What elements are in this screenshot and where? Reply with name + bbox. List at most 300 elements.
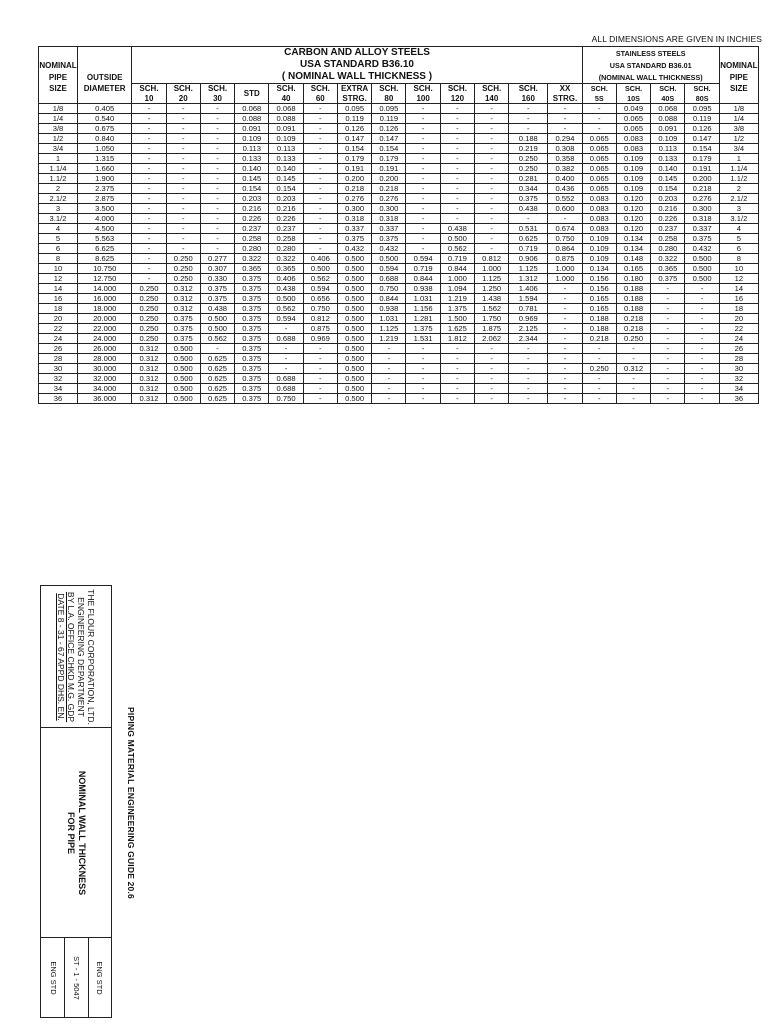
- thickness-cell: -: [440, 354, 474, 364]
- thickness-cell: 0.312: [132, 354, 166, 364]
- thickness-cell: -: [269, 354, 303, 364]
- schedule-header: SCH.: [406, 84, 440, 94]
- thickness-cell: 0.165: [616, 264, 650, 274]
- thickness-cell: -: [475, 174, 509, 184]
- thickness-cell: -: [406, 114, 440, 124]
- thickness-cell: -: [616, 394, 650, 404]
- thickness-cell: -: [406, 224, 440, 234]
- thickness-cell: -: [303, 144, 337, 154]
- thickness-cell: -: [509, 384, 548, 394]
- thickness-cell: 0.562: [200, 334, 234, 344]
- thickness-cell: 0.719: [406, 264, 440, 274]
- thickness-cell: 0.083: [616, 144, 650, 154]
- thickness-cell: -: [440, 344, 474, 354]
- thickness-cell: 0.147: [372, 134, 406, 144]
- thickness-cell: 0.500: [337, 364, 371, 374]
- thickness-cell: 0.500: [337, 284, 371, 294]
- outside-diameter-header: [78, 94, 132, 104]
- thickness-cell: 0.154: [269, 184, 303, 194]
- thickness-cell: 0.500: [166, 354, 200, 364]
- table-row: [39, 264, 759, 274]
- thickness-cell: 1.406: [509, 284, 548, 294]
- thickness-cell: -: [132, 254, 166, 264]
- thickness-cell: 0.083: [616, 134, 650, 144]
- thickness-cell: 0.095: [337, 104, 371, 114]
- thickness-cell: 0.134: [582, 264, 616, 274]
- thickness-cell: 1.562: [475, 304, 509, 314]
- pipe-size-cell: 1.1/4: [719, 164, 758, 174]
- thickness-cell: 0.500: [166, 394, 200, 404]
- thickness-cell: 0.294: [548, 134, 582, 144]
- thickness-cell: 0.375: [685, 234, 719, 244]
- thickness-cell: 0.250: [166, 254, 200, 264]
- outside-diameter-cell: 20.000: [78, 314, 132, 324]
- schedule-header: 80: [372, 94, 406, 104]
- thickness-cell: 0.552: [548, 194, 582, 204]
- thickness-cell: -: [303, 194, 337, 204]
- thickness-cell: -: [548, 304, 582, 314]
- thickness-cell: 1.625: [440, 324, 474, 334]
- thickness-cell: 0.119: [685, 114, 719, 124]
- thickness-cell: -: [406, 214, 440, 224]
- thickness-cell: -: [475, 244, 509, 254]
- thickness-cell: -: [616, 354, 650, 364]
- thickness-cell: 0.218: [685, 184, 719, 194]
- table-row: [39, 234, 759, 244]
- std-number: ST - 1 - 5047: [71, 955, 81, 1000]
- thickness-cell: 0.065: [582, 154, 616, 164]
- thickness-cell: -: [440, 104, 474, 114]
- carbon-steel-title: ( NOMINAL WALL THICKNESS ): [132, 71, 582, 84]
- thickness-cell: -: [475, 364, 509, 374]
- thickness-cell: 0.500: [337, 374, 371, 384]
- thickness-cell: -: [303, 214, 337, 224]
- thickness-cell: 0.133: [235, 154, 269, 164]
- thickness-cell: 0.688: [372, 274, 406, 284]
- thickness-cell: -: [548, 214, 582, 224]
- pipe-size-cell: 12: [39, 274, 78, 284]
- thickness-cell: 0.277: [200, 254, 234, 264]
- schedule-header: 60: [303, 94, 337, 104]
- stainless-schedule-header: SCH.: [616, 84, 650, 94]
- schedule-header: XX: [548, 84, 582, 94]
- thickness-cell: 0.179: [337, 154, 371, 164]
- thickness-cell: -: [132, 134, 166, 144]
- thickness-cell: -: [548, 324, 582, 334]
- thickness-cell: -: [475, 194, 509, 204]
- thickness-cell: -: [132, 274, 166, 284]
- thickness-cell: -: [166, 204, 200, 214]
- schedule-header: 140: [475, 94, 509, 104]
- thickness-cell: 0.300: [337, 204, 371, 214]
- thickness-cell: 0.812: [475, 254, 509, 264]
- pipe-size-cell: 2.1/2: [719, 194, 758, 204]
- thickness-cell: -: [303, 184, 337, 194]
- thickness-cell: 0.154: [235, 184, 269, 194]
- schedule-header: SCH.: [475, 84, 509, 94]
- thickness-cell: -: [509, 354, 548, 364]
- thickness-cell: -: [582, 354, 616, 364]
- thickness-cell: 0.500: [337, 294, 371, 304]
- thickness-cell: 0.500: [166, 384, 200, 394]
- thickness-cell: -: [406, 234, 440, 244]
- thickness-cell: -: [475, 124, 509, 134]
- thickness-cell: 0.109: [582, 254, 616, 264]
- thickness-cell: 0.200: [372, 174, 406, 184]
- table-row: [39, 294, 759, 304]
- outside-diameter-header: [78, 59, 132, 71]
- thickness-cell: 1.000: [548, 264, 582, 274]
- table-row: [39, 144, 759, 154]
- thickness-cell: -: [132, 184, 166, 194]
- outside-diameter-cell: 4.000: [78, 214, 132, 224]
- table-row: [39, 184, 759, 194]
- thickness-cell: 0.065: [582, 174, 616, 184]
- thickness-cell: -: [475, 184, 509, 194]
- thickness-cell: -: [406, 154, 440, 164]
- pipe-size-cell: 3/8: [39, 124, 78, 134]
- thickness-cell: 0.109: [616, 184, 650, 194]
- outside-diameter-cell: 14.000: [78, 284, 132, 294]
- thickness-cell: 0.091: [651, 124, 685, 134]
- thickness-cell: 0.276: [685, 194, 719, 204]
- thickness-cell: 0.147: [337, 134, 371, 144]
- thickness-cell: 0.375: [166, 314, 200, 324]
- thickness-cell: 0.312: [132, 374, 166, 384]
- thickness-cell: 0.083: [582, 224, 616, 234]
- thickness-cell: 0.500: [337, 314, 371, 324]
- thickness-cell: 0.179: [372, 154, 406, 164]
- thickness-cell: 0.375: [200, 294, 234, 304]
- nominal-size-header: NOMINAL: [39, 60, 77, 70]
- pipe-size-cell: 2.1/2: [39, 194, 78, 204]
- pipe-size-cell: 2: [39, 184, 78, 194]
- pipe-size-cell: 36: [39, 394, 78, 404]
- thickness-cell: -: [440, 174, 474, 184]
- thickness-cell: -: [200, 194, 234, 204]
- pipe-size-cell: 3: [39, 204, 78, 214]
- schedule-header: 40: [269, 94, 303, 104]
- pipe-size-cell: 16: [719, 294, 758, 304]
- table-row: [39, 254, 759, 264]
- thickness-cell: 0.148: [616, 254, 650, 264]
- thickness-cell: -: [406, 124, 440, 134]
- thickness-cell: 0.250: [132, 314, 166, 324]
- thickness-cell: 0.500: [337, 264, 371, 274]
- stainless-schedule-header: 40S: [651, 94, 685, 104]
- thickness-cell: -: [166, 214, 200, 224]
- thickness-cell: -: [406, 104, 440, 114]
- outside-diameter-cell: 24.000: [78, 334, 132, 344]
- outside-diameter-cell: 16.000: [78, 294, 132, 304]
- thickness-cell: 0.969: [509, 314, 548, 324]
- thickness-cell: 0.375: [200, 284, 234, 294]
- thickness-cell: -: [475, 354, 509, 364]
- nominal-size-header-right: PIPE: [719, 71, 758, 84]
- thickness-cell: 1.219: [372, 334, 406, 344]
- pipe-size-cell: 5: [719, 234, 758, 244]
- std-label-2: ENG STD: [48, 960, 58, 995]
- pipe-size-cell: 8: [39, 254, 78, 264]
- thickness-cell: 0.375: [235, 344, 269, 354]
- stainless-schedule-header: SCH.: [685, 84, 719, 94]
- thickness-cell: 0.312: [166, 304, 200, 314]
- thickness-cell: 0.250: [132, 334, 166, 344]
- schedule-header: SCH.: [372, 84, 406, 94]
- thickness-cell: -: [303, 354, 337, 364]
- outside-diameter-cell: 22.000: [78, 324, 132, 334]
- pipe-size-cell: 34: [719, 384, 758, 394]
- thickness-cell: 0.091: [235, 124, 269, 134]
- thickness-cell: -: [406, 364, 440, 374]
- thickness-cell: -: [685, 284, 719, 294]
- thickness-cell: -: [475, 144, 509, 154]
- thickness-cell: -: [685, 324, 719, 334]
- thickness-cell: -: [372, 374, 406, 384]
- thickness-cell: 0.068: [269, 104, 303, 114]
- thickness-cell: 0.375: [235, 324, 269, 334]
- schedule-header: STD: [235, 84, 269, 104]
- thickness-cell: 0.375: [235, 334, 269, 344]
- thickness-cell: 0.300: [685, 204, 719, 214]
- thickness-cell: 0.065: [582, 184, 616, 194]
- nominal-size-header: SIZE: [39, 84, 78, 94]
- pipe-size-cell: 1.1/2: [719, 174, 758, 184]
- thickness-cell: 1.531: [406, 334, 440, 344]
- outside-diameter-cell: 36.000: [78, 394, 132, 404]
- pipe-size-cell: 16: [39, 294, 78, 304]
- thickness-cell: 0.119: [372, 114, 406, 124]
- thickness-cell: 0.113: [235, 144, 269, 154]
- thickness-cell: 0.126: [685, 124, 719, 134]
- thickness-cell: -: [509, 124, 548, 134]
- outside-diameter-cell: 0.675: [78, 124, 132, 134]
- thickness-cell: -: [166, 174, 200, 184]
- outside-diameter-header: [78, 47, 132, 60]
- thickness-cell: -: [200, 134, 234, 144]
- thickness-cell: 0.432: [685, 244, 719, 254]
- thickness-cell: -: [406, 144, 440, 154]
- thickness-cell: 0.226: [235, 214, 269, 224]
- thickness-cell: 2.125: [509, 324, 548, 334]
- thickness-cell: 0.281: [509, 174, 548, 184]
- thickness-cell: 0.088: [269, 114, 303, 124]
- thickness-cell: 1.000: [440, 274, 474, 284]
- thickness-cell: 0.188: [582, 324, 616, 334]
- thickness-cell: 0.322: [651, 254, 685, 264]
- thickness-cell: 0.095: [372, 104, 406, 114]
- thickness-cell: 0.113: [651, 144, 685, 154]
- table-row: [39, 284, 759, 294]
- thickness-cell: 0.088: [651, 114, 685, 124]
- thickness-cell: 0.083: [582, 214, 616, 224]
- thickness-cell: 0.750: [372, 284, 406, 294]
- thickness-cell: 0.500: [337, 384, 371, 394]
- thickness-cell: -: [685, 374, 719, 384]
- title-block-company: [40, 585, 112, 728]
- thickness-cell: -: [406, 164, 440, 174]
- outside-diameter-cell: 4.500: [78, 224, 132, 234]
- thickness-cell: 0.312: [132, 364, 166, 374]
- thickness-cell: 0.156: [582, 274, 616, 284]
- table-row: [39, 384, 759, 394]
- thickness-cell: -: [406, 244, 440, 254]
- table-row: [39, 154, 759, 164]
- thickness-cell: -: [616, 374, 650, 384]
- outside-diameter-cell: 28.000: [78, 354, 132, 364]
- thickness-cell: 0.191: [337, 164, 371, 174]
- thickness-cell: 1.812: [440, 334, 474, 344]
- pipe-size-cell: 34: [39, 384, 78, 394]
- guide-label: PIPING MATERIAL ENGINEERING GUIDE 20.6: [126, 707, 136, 899]
- thickness-cell: -: [303, 174, 337, 184]
- thickness-cell: 0.109: [235, 134, 269, 144]
- pipe-size-cell: 3/4: [39, 144, 78, 154]
- thickness-cell: -: [166, 164, 200, 174]
- thickness-cell: 0.258: [269, 234, 303, 244]
- header-row: [39, 94, 759, 104]
- thickness-cell: -: [440, 384, 474, 394]
- thickness-cell: -: [303, 164, 337, 174]
- thickness-cell: 1.375: [440, 304, 474, 314]
- header-row: [39, 47, 759, 60]
- thickness-cell: -: [582, 104, 616, 114]
- thickness-cell: 0.109: [582, 234, 616, 244]
- schedule-header: SCH.: [303, 84, 337, 94]
- thickness-cell: 0.358: [548, 154, 582, 164]
- thickness-cell: -: [548, 104, 582, 114]
- stainless-schedule-header: 10S: [616, 94, 650, 104]
- thickness-cell: -: [132, 154, 166, 164]
- thickness-cell: 0.337: [685, 224, 719, 234]
- table-row: [39, 314, 759, 324]
- thickness-cell: -: [685, 314, 719, 324]
- table-row: [39, 244, 759, 254]
- outside-diameter-cell: 30.000: [78, 364, 132, 374]
- thickness-cell: -: [475, 134, 509, 144]
- thickness-cell: 0.625: [200, 364, 234, 374]
- thickness-cell: -: [166, 124, 200, 134]
- thickness-cell: -: [200, 224, 234, 234]
- outside-diameter-cell: 1.315: [78, 154, 132, 164]
- thickness-cell: -: [548, 124, 582, 134]
- pipe-size-cell: 20: [39, 314, 78, 324]
- thickness-cell: -: [651, 344, 685, 354]
- nominal-size-header: [39, 94, 78, 104]
- thickness-cell: -: [440, 114, 474, 124]
- thickness-cell: 0.562: [440, 244, 474, 254]
- thickness-cell: -: [548, 344, 582, 354]
- thickness-cell: 0.406: [269, 274, 303, 284]
- pipe-size-cell: 14: [719, 284, 758, 294]
- thickness-cell: -: [303, 364, 337, 374]
- thickness-cell: 1.312: [509, 274, 548, 284]
- pipe-size-cell: 28: [719, 354, 758, 364]
- pipe-size-cell: 24: [39, 334, 78, 344]
- pipe-size-cell: 30: [39, 364, 78, 374]
- schedule-header: SCH.: [200, 84, 234, 94]
- thickness-cell: -: [132, 124, 166, 134]
- thickness-cell: -: [548, 314, 582, 324]
- schedule-header: STRG.: [337, 94, 371, 104]
- table-row: [39, 174, 759, 184]
- schedule-header: SCH.: [509, 84, 548, 94]
- thickness-cell: 0.083: [582, 194, 616, 204]
- thickness-cell: -: [582, 394, 616, 404]
- table-row: [39, 344, 759, 354]
- thickness-cell: 0.375: [235, 294, 269, 304]
- table-row: [39, 354, 759, 364]
- thickness-cell: 0.312: [132, 394, 166, 404]
- thickness-cell: 0.165: [582, 294, 616, 304]
- stainless-schedule-header: SCH.: [651, 84, 685, 94]
- company-name: THE FLOUR CORPORATION, LTD.: [86, 588, 96, 725]
- pipe-size-cell: 10: [719, 264, 758, 274]
- thickness-cell: 0.688: [269, 334, 303, 344]
- nominal-size-header: [39, 47, 78, 60]
- thickness-cell: -: [303, 134, 337, 144]
- schedule-header: SCH.: [440, 84, 474, 94]
- wall-thickness-table: [38, 46, 759, 404]
- thickness-cell: 0.250: [132, 304, 166, 314]
- header-row: [39, 84, 759, 94]
- thickness-cell: -: [548, 294, 582, 304]
- thickness-cell: 0.065: [582, 134, 616, 144]
- thickness-cell: 0.438: [269, 284, 303, 294]
- thickness-cell: -: [406, 194, 440, 204]
- thickness-cell: 0.134: [616, 244, 650, 254]
- thickness-cell: 0.065: [582, 144, 616, 154]
- pipe-size-cell: 3.1/2: [39, 214, 78, 224]
- thickness-cell: 0.562: [269, 304, 303, 314]
- pipe-size-cell: 3: [719, 204, 758, 214]
- thickness-cell: 0.120: [616, 224, 650, 234]
- thickness-cell: -: [651, 294, 685, 304]
- thickness-cell: 0.438: [509, 204, 548, 214]
- dimensions-note: ALL DIMENSIONS ARE GIVEN IN INCHIES: [591, 34, 762, 44]
- thickness-cell: 0.218: [616, 314, 650, 324]
- thickness-cell: -: [651, 334, 685, 344]
- thickness-cell: 0.250: [509, 164, 548, 174]
- thickness-cell: -: [685, 364, 719, 374]
- thickness-cell: -: [132, 204, 166, 214]
- thickness-cell: -: [372, 344, 406, 354]
- outside-diameter-cell: 1.660: [78, 164, 132, 174]
- thickness-cell: 0.120: [616, 194, 650, 204]
- thickness-cell: -: [132, 104, 166, 114]
- pipe-size-cell: 32: [39, 374, 78, 384]
- nominal-size-header-right: SIZE: [719, 84, 758, 94]
- thickness-cell: 0.562: [303, 274, 337, 284]
- pipe-size-cell: 3/4: [719, 144, 758, 154]
- thickness-cell: 0.337: [337, 224, 371, 234]
- thickness-cell: 0.154: [651, 184, 685, 194]
- thickness-cell: -: [166, 234, 200, 244]
- pipe-size-cell: 8: [719, 254, 758, 264]
- thickness-cell: 0.674: [548, 224, 582, 234]
- thickness-cell: -: [303, 204, 337, 214]
- thickness-cell: -: [372, 354, 406, 364]
- pipe-size-cell: 1: [719, 154, 758, 164]
- thickness-cell: -: [440, 194, 474, 204]
- thickness-cell: -: [475, 154, 509, 164]
- thickness-cell: 0.250: [166, 264, 200, 274]
- thickness-cell: -: [406, 344, 440, 354]
- thickness-cell: 0.500: [337, 354, 371, 364]
- thickness-cell: -: [651, 284, 685, 294]
- schedule-header: 100: [406, 94, 440, 104]
- thickness-cell: 0.203: [651, 194, 685, 204]
